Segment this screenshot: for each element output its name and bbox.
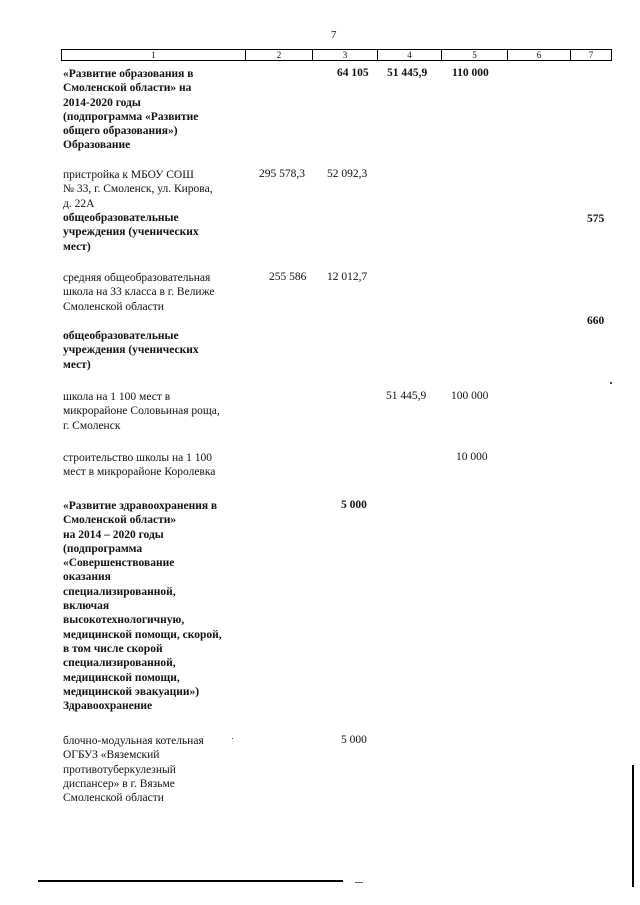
header-col-3: 3 [312,49,378,61]
solovyinaya-school-item: школа на 1 100 мест в микрорайоне Соловьиная роща, г. Смоленск [63,391,220,432]
solovyinaya-school-col4: 51 445,9 [386,390,427,402]
capacity-label-1: общеобразовательные учреждения (ученических мест) [63,212,199,253]
capacity-label-2: общеобразовательные учреждения (ученических мест) [63,330,199,371]
school-extension-col2: 295 578,3 [259,168,305,180]
korolevka-school-item: строительство школы на 1 100 мест в микрорайоне Королевка [63,452,216,479]
solovyinaya-school-col5: 100 000 [451,390,489,402]
header-col-1: 1 [61,49,246,61]
header-col-7: 7 [570,49,612,61]
education-total-col4: 51 445,9 [387,67,428,79]
bottom-scan-mark [355,882,363,883]
school-extension-col3: 52 092,3 [327,168,368,180]
velizh-school-item: средняя общеобразовательная школа на 33 класса в г. Велиже Смоленской области [63,272,215,313]
scan-speck [610,382,612,384]
header-col-5: 5 [441,49,508,61]
right-scan-edge [632,765,634,887]
bottom-scan-line [38,880,343,882]
boiler-house-item: блочно-модульная котельная ОГБУЗ «Вяземский противотуберкулезный диспансер» в г. Вязьме Смоленской области [63,735,204,805]
header-col-2: 2 [245,49,313,61]
school-extension-item: пристройка к МБОУ СОШ № 33, г. Смоленск, ул. Кирова, д. 22А [63,169,213,210]
velizh-school-col2: 255 586 [269,271,307,283]
program-education-title: «Развитие образования в Смоленской области» на 2014-2020 годы (подпрограмма «Развитие общего образования») Образование [63,68,199,152]
education-total-col3: 64 105 [337,67,369,79]
header-col-4: 4 [377,49,442,61]
table-header-row [61,49,612,61]
boiler-house-col3: 5 000 [341,734,367,746]
scan-speck [232,738,233,739]
capacity-value-2: 660 [587,315,605,327]
program-healthcare-title: «Развитие здравоохранения в Смоленской области» на 2014 – 2020 годы (подпрограмма «Совершенствование оказания специализированной, включая высокотехнологичную, медицинской помощи, скорой, в том числе скорой специализированной, медицинской помощи, медицинской эвакуации») Здравоохранение [63,500,222,713]
healthcare-total-col3: 5 000 [341,499,367,511]
page-number: 7 [331,29,337,41]
header-col-6: 6 [507,49,571,61]
korolevka-school-col5: 10 000 [456,451,488,463]
education-total-col5: 110 000 [452,67,489,79]
velizh-school-col3: 12 012,7 [327,271,368,283]
capacity-value-1: 575 [587,213,605,225]
